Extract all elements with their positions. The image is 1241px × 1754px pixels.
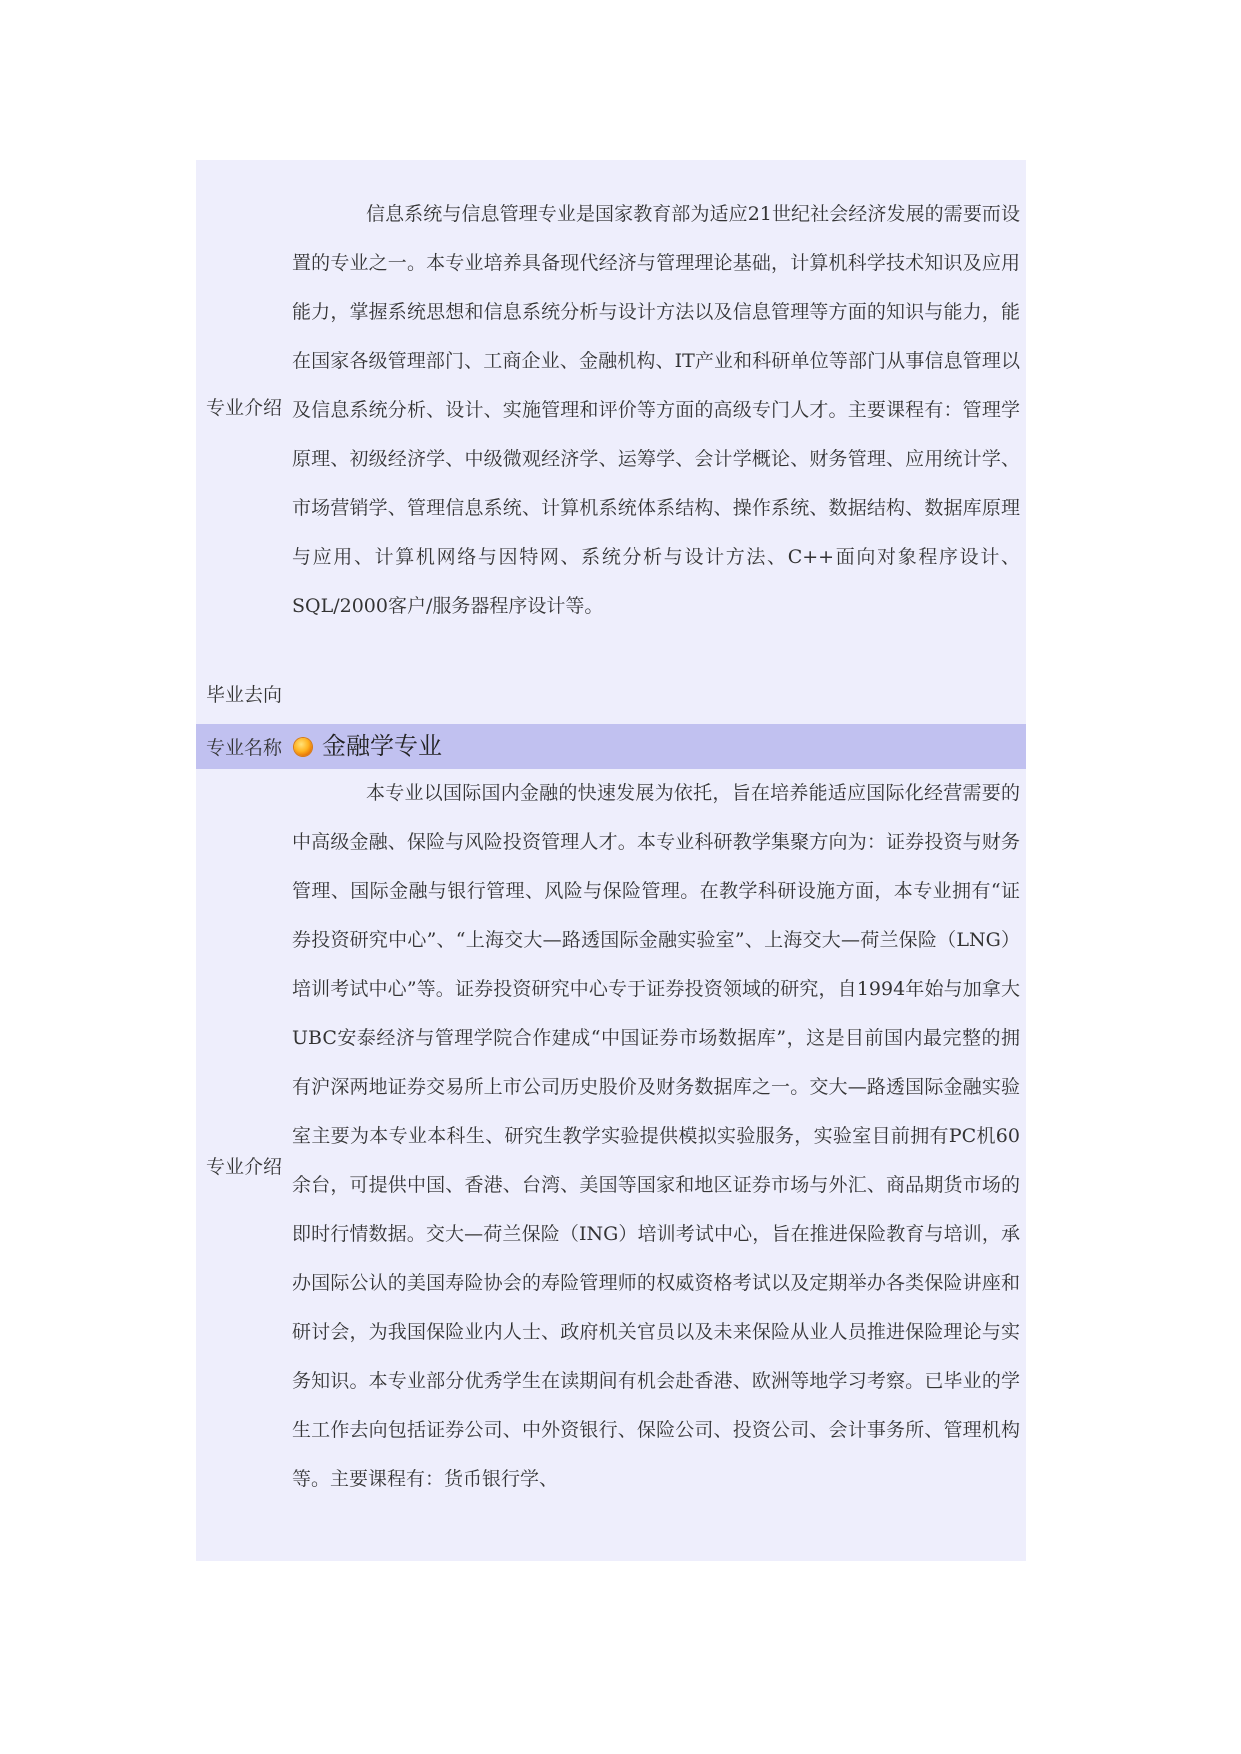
destination-label: 毕业去向: [206, 683, 283, 706]
intro-content: [292, 182, 1026, 631]
major-name-cell: [292, 722, 1026, 771]
intro-label: 专业介绍: [206, 1155, 283, 1178]
info-systems-intro-row: [196, 160, 1026, 652]
finance-intro-row: [196, 769, 1026, 1561]
name-label: 专业名称: [206, 737, 283, 759]
intro-label: 专业介绍: [206, 396, 283, 419]
major-info-panel: [196, 160, 1026, 1561]
major-name-row: [196, 724, 1026, 769]
major-name-text: 金融学专业: [322, 732, 442, 760]
intro-paragraph: 本专业以国际国内金融的快速发展为依托，旨在培养能适应国际化经营需要的中高级金融、保险与风险投资管理人才。本专业科研教学集聚方向为：证券投资与财务管理、国际金融与银行管理、风险与保险管理。在教学科研设施方面，本专业拥有“证券投资研究中心”、“上海交大—路透国际金融实验室”、上海交大—荷兰保险（LNG）培训考试中心”等。证券投资研究中心专于证券投资领域的研究，自1994年始与加拿大UBC安泰经济与管理学院合作建成“中国证券市场数据库”，这是目前国内最完整的拥有沪深两地证券交易所上市公司历史股价及财务数据库之一。交大—路透国际金融实验室主要为本专业本科生、研究生教学实验提供模拟实验服务，实验室目前拥有PC机60余台，可提供中国、香港、台湾、美国等国家和地区证券市场与外汇、商品期货市场的即时行情数据。交大—荷兰保险（ING）培训考试中心，旨在推进保险教育与培训，承办国际公认的美国寿险协会的寿险管理师的权威资格考试以及定期举办各类保险讲座和研讨会，为我国保险业内人士、政府机关官员以及未来保险从业人员推进保险理论与实务知识。本专业部分优秀学生在读期间有机会赴香港、欧洲等地学习考察。已毕业的学生工作去向包括证券公司、中外资银行、保险公司、投资公司、会计事务所、管理机构等。主要课程有：货币银行学、: [292, 782, 1020, 1490]
graduation-destination-row: [196, 652, 1026, 724]
intro-content: [292, 769, 1026, 1504]
major-name: [292, 722, 1020, 771]
intro-paragraph: 信息系统与信息管理专业是国家教育部为适应21世纪社会经济发展的需要而设置的专业之一。本专业培养具备现代经济与管理理论基础，计算机科学技术知识及应用能力，掌握系统思想和信息系统分析与设计方法以及信息管理等方面的知识与能力，能在国家各级管理部门、工商企业、金融机构、IT产业和科研单位等部门从事信息管理以及信息系统分析、设计、实施管理和评价等方面的高级专门人才。主要课程有：管理学原理、初级经济学、中级微观经济学、运筹学、会计学概论、财务管理、应用统计学、市场营销学、管理信息系统、计算机系统体系结构、操作系统、数据结构、数据库原理与应用、计算机网络与因特网、系统分析与设计方法、C++面向对象程序设计、SQL/2000客户/服务器程序设计等。: [292, 202, 1020, 617]
orange-bullet-icon: [294, 738, 312, 756]
